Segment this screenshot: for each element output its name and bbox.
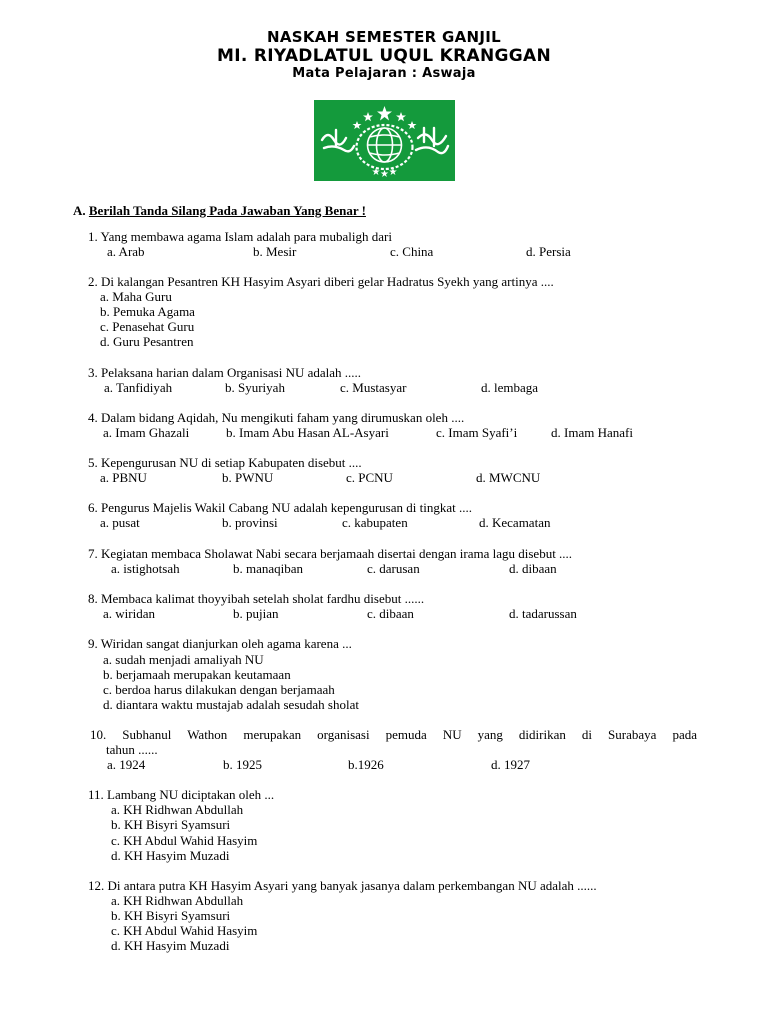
answer-option[interactable]: d. lembaga (481, 380, 539, 395)
nu-logo-icon (314, 100, 455, 181)
question-text: 12. Di antara putra KH Hasyim Asyari yang banyak jasanya dalam perkembangan NU adalah ...... (88, 878, 597, 893)
answer-option[interactable]: c. PCNU (346, 470, 393, 485)
question-text: 5. Kepengurusan NU di setiap Kabupaten disebut .... (88, 455, 362, 470)
answer-option[interactable]: c. darusan (367, 561, 420, 576)
answer-option[interactable]: b.1926 (348, 757, 384, 772)
answer-option[interactable]: c. Imam Syafi’i (436, 425, 518, 440)
answer-option[interactable]: c. KH Abdul Wahid Hasyim (111, 833, 258, 848)
answer-option[interactable]: a. Arab (107, 244, 145, 259)
answer-option[interactable]: d. Persia (526, 244, 571, 259)
question-text: 9. Wiridan sangat dianjurkan oleh agama karena ... (88, 636, 352, 651)
answer-option[interactable]: a. PBNU (100, 470, 147, 485)
answer-option[interactable]: b. KH Bisyri Syamsuri (111, 817, 231, 832)
question-text: 3. Pelaksana harian dalam Organisasi NU adalah ..... (88, 365, 362, 380)
answer-option[interactable]: b. Mesir (253, 244, 297, 259)
question-text: 1. Yang membawa agama Islam adalah para mubaligh dari (88, 229, 392, 244)
section-title: Berilah Tanda Silang Pada Jawaban Yang Benar ! (88, 203, 366, 218)
question-text: 6. Pengurus Majelis Wakil Cabang NU adalah kepengurusan di tingkat .... (88, 500, 472, 515)
answer-option[interactable]: a. sudah menjadi amaliyah NU (103, 652, 264, 667)
answer-option[interactable]: c. China (390, 244, 434, 259)
answer-option[interactable]: d. KH Hasyim Muzadi (111, 848, 230, 863)
answer-option[interactable]: c. Mustasyar (340, 380, 407, 395)
answer-option[interactable]: b. Syuriyah (225, 380, 285, 395)
question-text: 8. Membaca kalimat thoyyibah setelah sholat fardhu disebut ...... (88, 591, 425, 606)
answer-option[interactable]: c. KH Abdul Wahid Hasyim (111, 923, 258, 938)
answer-option[interactable]: a. KH Ridhwan Abdullah (111, 893, 244, 908)
answer-option[interactable]: d. Imam Hanafi (551, 425, 633, 440)
subject-line: Mata Pelajaran : Aswaja (292, 66, 476, 81)
answer-option[interactable]: d. dibaan (509, 561, 557, 576)
answer-option[interactable]: b. berjamaah merupakan keutamaan (103, 667, 291, 682)
answer-option[interactable]: b. Pemuka Agama (100, 304, 195, 319)
answer-option[interactable]: a. Maha Guru (100, 289, 172, 304)
exam-title: NASKAH SEMESTER GANJIL (266, 28, 502, 46)
answer-option[interactable]: b. KH Bisyri Syamsuri (111, 908, 231, 923)
section-heading (73, 203, 366, 219)
school-name: MI. RIYADLATUL UQUL KRANGGAN (217, 46, 551, 66)
question-text: 2. Di kalangan Pesantren KH Hasyim Asyari diberi gelar Hadratus Syekh yang artinya .... (88, 274, 554, 289)
answer-option[interactable]: b. provinsi (222, 515, 278, 530)
question-text: 11. Lambang NU diciptakan oleh ... (88, 787, 275, 802)
answer-option[interactable]: d. tadarussan (509, 606, 577, 621)
section-letter: A. (73, 203, 86, 218)
question-text: 10. Subhanul Wathon merupakan organisasi pemuda NU yang didirikan di Surabaya pada (90, 727, 697, 742)
answer-option[interactable]: a. KH Ridhwan Abdullah (111, 802, 244, 817)
question-text: 4. Dalam bidang Aqidah, Nu mengikuti faham yang dirumuskan oleh .... (88, 410, 465, 425)
answer-option[interactable]: a. wiridan (103, 606, 155, 621)
answer-option[interactable]: c. dibaan (367, 606, 414, 621)
answer-option[interactable]: b. pujian (233, 606, 279, 621)
answer-option[interactable]: a. Imam Ghazali (103, 425, 190, 440)
question-text: 7. Kegiatan membaca Sholawat Nabi secara berjamaah disertai dengan irama lagu disebut .... (88, 546, 573, 561)
answer-option[interactable]: a. istighotsah (111, 561, 180, 576)
answer-option[interactable]: d. KH Hasyim Muzadi (111, 938, 230, 953)
answer-option[interactable]: b. manaqiban (233, 561, 304, 576)
answer-option[interactable]: c. Penasehat Guru (100, 319, 195, 334)
answer-option[interactable]: d. Kecamatan (479, 515, 551, 530)
answer-option[interactable]: a. 1924 (107, 757, 146, 772)
question-text-continued: tahun ...... (106, 742, 158, 757)
answer-option[interactable]: d. Guru Pesantren (100, 334, 194, 349)
answer-option[interactable]: d. MWCNU (476, 470, 541, 485)
answer-option[interactable]: a. pusat (100, 515, 140, 530)
answer-option[interactable]: a. Tanfidiyah (104, 380, 173, 395)
answer-option[interactable]: c. kabupaten (342, 515, 408, 530)
answer-option[interactable]: b. PWNU (222, 470, 274, 485)
answer-option[interactable]: d. 1927 (491, 757, 530, 772)
answer-option[interactable]: c. berdoa harus dilakukan dengan berjamaah (103, 682, 335, 697)
answer-option[interactable]: b. 1925 (223, 757, 262, 772)
answer-option[interactable]: d. diantara waktu mustajab adalah sesudah sholat (103, 697, 359, 712)
answer-option[interactable]: b. Imam Abu Hasan AL-Asyari (226, 425, 389, 440)
